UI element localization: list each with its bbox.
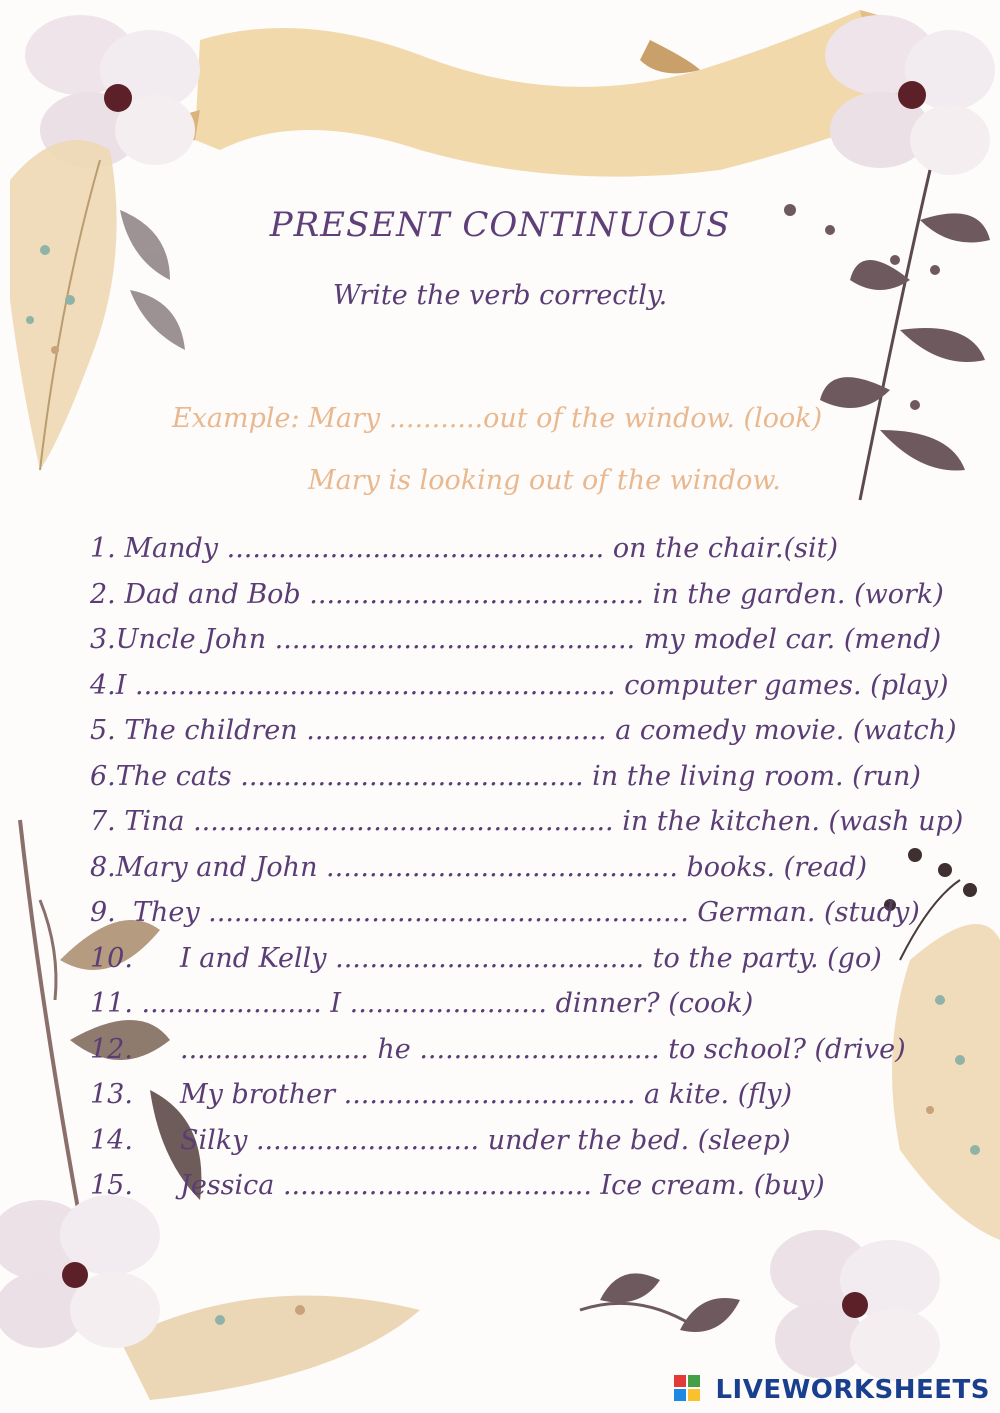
example-answer: Mary is looking out of the window. [308,465,781,496]
item-number: 3. [90,624,116,655]
flower-top-left [25,15,200,168]
item-number: 7. [90,806,116,837]
list-item [90,799,964,845]
item-text: ..................... I ....................... dinner? (cook) [141,988,754,1019]
list-item [90,572,950,618]
list-item [90,1027,950,1073]
item-text: Uncle John .......................................... my model car. (mend) [115,624,942,655]
item-text: Dad and Bob ....................................... in the garden. (work) [124,578,944,610]
item-text: Mandy ............................................ on the chair.(sit) [124,533,839,564]
item-number: 8. [90,851,116,883]
item-number: 12. [90,1033,133,1065]
item-text: Silky .......................... under the bed. (sleep) [180,1124,791,1156]
liveworksheets-logo-icon [674,1375,700,1401]
item-text: The cats ........................................ in the living room. (run) [115,760,921,792]
item-text: I and Kelly .................................... to the party. (go) [180,942,882,974]
item-number: 6. [90,760,116,792]
list-item [90,526,950,572]
list-item [90,663,950,709]
list-item [90,1163,950,1209]
item-text: Jessica .................................... Ice cream. (buy) [180,1170,825,1201]
item-text: Tina ................................................. in the kitchen. (wash up) [124,806,964,837]
item-number: 13. [90,1079,133,1110]
list-item [90,617,950,663]
flower-bottom-right [580,1230,940,1381]
item-text: ...................... he ............................ to school? (drive) [180,1033,906,1065]
list-item [90,890,950,936]
worksheet-title: PRESENT CONTINUOUS [269,205,731,245]
list-item [90,845,950,891]
item-number: 14. [90,1124,133,1156]
list-item [90,1118,950,1164]
list-item [90,981,950,1027]
item-text: I ........................................................ computer games. (play) [115,669,949,701]
item-number: 4. [90,669,116,701]
item-number: 15. [90,1170,133,1201]
feather-bottom-left [120,1295,420,1400]
item-text: They ........................................................ German. (study) [132,897,920,928]
item-number: 5. [90,715,116,746]
item-text: My brother .................................. a kite. (fly) [180,1079,793,1110]
item-text: Mary and John ......................................... books. (read) [115,851,868,883]
item-number: 2. [90,578,116,610]
ribbon-banner [110,10,930,177]
flower-bottom-left [0,1195,160,1348]
list-item [90,708,957,754]
list-item [90,1072,950,1118]
item-number: 1. [90,533,116,564]
list-item [90,936,950,982]
instruction-text: Write the verb correctly. [332,280,668,311]
item-number: 9. [90,897,116,928]
list-item [90,754,950,800]
item-number: 10. [90,942,133,974]
exercise-list [90,526,964,1209]
item-number: 11. [90,988,133,1019]
item-text: The children ................................... a comedy movie. (watch) [124,715,957,746]
brand-logo[interactable]: LIVEWORKSHEETS [715,1375,990,1405]
example-prompt: Example: Mary ...........out of the window. (look) [172,403,823,434]
